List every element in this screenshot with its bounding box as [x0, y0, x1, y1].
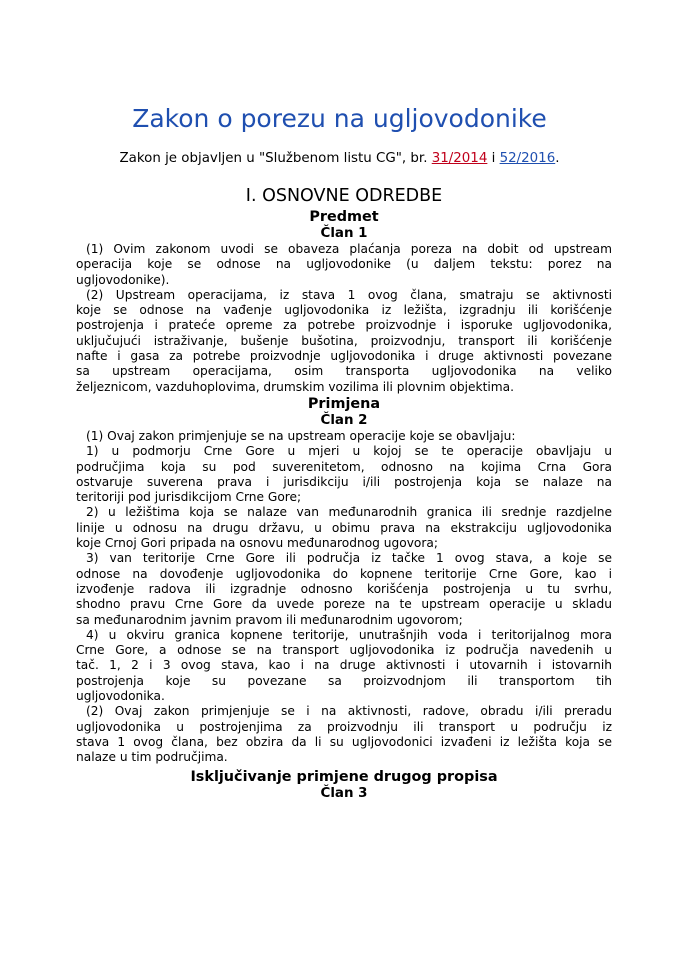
paragraph-line: postrojenja koje su povezane sa proizvodnjom ili transportom tih — [76, 673, 612, 688]
section-heading-primjena: Primjena — [307, 395, 381, 412]
paragraph-line: Crne Gore, a odnose se na transport ugljovodonika iz područja navedenih u — [76, 643, 612, 658]
paragraph-line: ugljovodonika u postrojenjima za proizvodnju ili transport u području iz — [76, 719, 612, 734]
paragraph-line: postrojenja i prateće opreme za potrebe proizvodnje i isporuke ugljovodonika, — [76, 318, 612, 333]
paragraph — [76, 242, 612, 288]
paragraph-line: ugljovodonike). — [76, 272, 170, 287]
paragraph-line: linije u odnosu na drugu državu, u obimu prava na ekstrakciju ugljovodonika — [76, 520, 612, 535]
paragraph-line: ostvaruje suverena prava i jurisdikciju i/ili postrojenja koja se nalaze na — [76, 474, 612, 489]
publication-note — [0, 150, 679, 167]
gazette-link-2016[interactable]: 52/2016 — [499, 151, 556, 166]
chapter-heading: I. OSNOVNE ODREDBE — [245, 186, 443, 206]
paragraph — [76, 288, 612, 395]
document-body — [76, 180, 612, 802]
paragraph — [76, 429, 612, 444]
document-title: Zakon o porezu na ugljovodonike — [132, 104, 547, 133]
paragraph-line: shodno pravu Crne Gore da uvede poreze na te upstream operacije u skladu — [76, 597, 612, 612]
paragraph-line: željeznicom, vazduhoplovima, drumskim vozilima ili plovnim objektima. — [76, 379, 514, 394]
paragraph-line: izvođenje radova ili izgradnje odnosno korišćenja postrojenja u tu svrhu, — [76, 581, 612, 596]
paragraph — [76, 444, 612, 505]
paragraph-line: 4) u okviru granica kopnene teritorije, unutrašnjih voda i teritorijalnog mora — [86, 627, 612, 642]
section-heading-iskljucivanje: Isključivanje primjene drugog propisa — [190, 768, 498, 785]
paragraph-line: (1) Ovim zakonom uvodi se obaveza plaćanja poreza na dobit od upstream — [86, 242, 612, 256]
paragraph-line: (2) Upstream operacijama, iz stava 1 ovog člana, smatraju se aktivnosti — [86, 287, 612, 302]
paragraph-line: sa upstream operacijama, osim transporta ugljovodonika na veliko — [76, 364, 612, 379]
paragraph — [76, 505, 612, 551]
paragraph-line: 2) u ležištima koja se nalaze van međunarodnih granica ili srednje razdjelne — [86, 505, 612, 520]
paragraph-line: koje se odnose na vađenje ugljovodonika iz ležišta, izgradnju ili korišćenje — [76, 303, 612, 318]
paragraph — [76, 704, 612, 765]
paragraph-line: koje Crnoj Gori pripada na osnovu međunarodnog ugovora; — [76, 536, 438, 551]
publication-suffix: . — [555, 151, 560, 166]
paragraph-line: područjima koja su pod suverenitetom, odnosno na kojima Crna Gora — [76, 459, 612, 474]
paragraph — [76, 628, 612, 704]
paragraph — [76, 551, 612, 627]
article-heading-2: Član 2 — [320, 412, 368, 428]
paragraph-line: 1) u podmorju Crne Gore u mjeri u kojoj se te operacije obavljaju u — [86, 444, 612, 459]
paragraph-line: odnose na dovođenje ugljovodonika do kopnene teritorije Crne Gore, kao i — [76, 566, 612, 581]
publication-connector: i — [487, 151, 500, 166]
paragraph-line: (1) Ovaj zakon primjenjuje se na upstream operacije koje se obavljaju: — [86, 428, 516, 443]
paragraph-line: 3) van teritorije Crne Gore ili područja iz tačke 1 ovog stava, a koje se — [86, 551, 612, 566]
paragraph-line: tač. 1, 2 i 3 ovog stava, kao i na druge aktivnosti i utovarnih i istovarnih — [76, 658, 612, 673]
article-heading-1: Član 1 — [320, 226, 368, 241]
section-heading-predmet: Predmet — [309, 209, 379, 225]
paragraph-line: nafte i gasa za potrebe proizvodnje ugljovodonika i druge aktivnosti povezane — [76, 349, 612, 364]
paragraph-line: sa međunarodnim javnim pravom ili međunarodnim ugovorom; — [76, 612, 463, 627]
paragraph-line: uključujući istraživanje, bušenje bušotina, proizvodnju, transport ili korišćenje — [76, 333, 612, 348]
paragraph-line: nalaze u tim područjima. — [76, 750, 228, 765]
paragraph-line: teritoriji pod jurisdikcijom Crne Gore; — [76, 490, 302, 505]
gazette-link-2014[interactable]: 31/2014 — [431, 151, 488, 166]
article-heading-3: Član 3 — [320, 785, 368, 801]
paragraph-line: stava 1 ovog člana, bez obzira da li su ugljovodonici izvađeni iz ležišta koja se — [76, 734, 612, 749]
publication-prefix: Zakon je objavljen u "Službenom listu CG", br. — [119, 151, 432, 166]
paragraph-line: (2) Ovaj zakon primjenjuje se i na aktivnosti, radove, obradu i/ili preradu — [86, 704, 612, 719]
paragraph-line: ugljovodonika. — [76, 689, 165, 704]
paragraph-line: operacija koje se odnose na ugljovodonike (u daljem tekstu: porez na — [76, 257, 612, 272]
